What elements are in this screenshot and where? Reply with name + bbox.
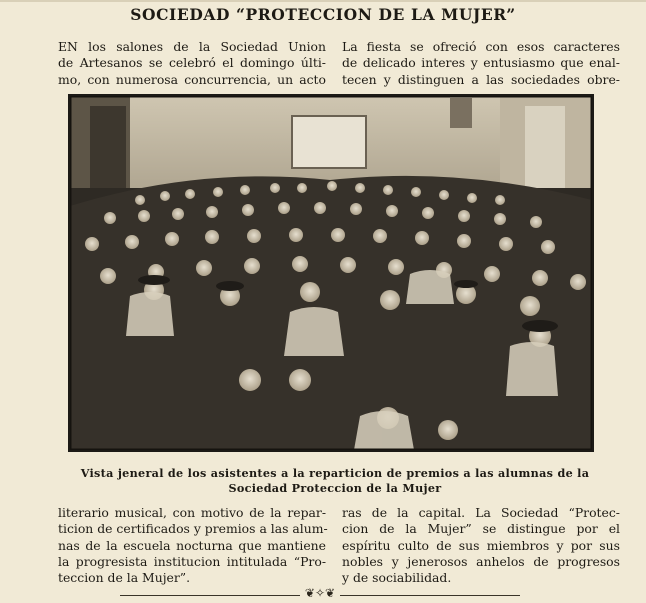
text-line: de delicado interes y entusiasmo que enal- bbox=[342, 55, 620, 71]
text-line: La fiesta se ofreció con esos caracteres bbox=[342, 39, 620, 54]
photo-illustration bbox=[70, 96, 592, 450]
top-edge bbox=[0, 0, 646, 2]
column-top-left bbox=[58, 39, 326, 88]
text-line: literario musical, con motivo de la repar- bbox=[58, 505, 326, 520]
text-line: de Artesanos se celebró el domingo últi- bbox=[58, 55, 326, 71]
ornament-rule-right bbox=[340, 595, 520, 596]
fleuron-icon: ❦✧❦ bbox=[304, 586, 336, 600]
crowd-photograph bbox=[68, 94, 594, 452]
text-line: y de sociabilidad. bbox=[342, 570, 452, 586]
text-line: ras de la capital. La Sociedad “Protec- bbox=[342, 505, 620, 520]
text-line: mo, con numerosa concurrencia, un acto bbox=[58, 71, 326, 87]
column-bottom-left bbox=[58, 505, 326, 586]
text-line: la progresista institucion intitulada “Pro- bbox=[58, 553, 326, 569]
text-line: espíritu culto de sus miembros y por sus bbox=[342, 537, 620, 553]
text-line: tecen y distinguen a las sociedades obre- bbox=[342, 71, 620, 87]
text-line: ticion de certificados y premios a las alum- bbox=[58, 521, 328, 537]
footer-ornament bbox=[120, 586, 520, 601]
ornament-rule-left bbox=[120, 595, 300, 596]
text-line: EN los salones de la Sociedad Union bbox=[58, 39, 326, 54]
text-line: nobles y jenerosos anhelos de progresos bbox=[342, 553, 620, 569]
text-line: nas de la escuela nocturna que mantiene bbox=[58, 537, 326, 553]
caption-line: Vista jeneral de los asistentes a la reparticion de premios a las alumnas de la bbox=[80, 466, 590, 480]
text-line: cion de la Mujer” se distingue por el bbox=[342, 521, 620, 537]
article-title: SOCIEDAD “PROTECCION DE LA MUJER” bbox=[130, 5, 516, 24]
photo-caption bbox=[40, 466, 630, 495]
caption-line: Sociedad Proteccion de la Mujer bbox=[228, 480, 442, 495]
column-bottom-right bbox=[342, 505, 620, 586]
column-top-right bbox=[342, 39, 620, 88]
text-line: teccion de la Mujer”. bbox=[58, 570, 191, 586]
